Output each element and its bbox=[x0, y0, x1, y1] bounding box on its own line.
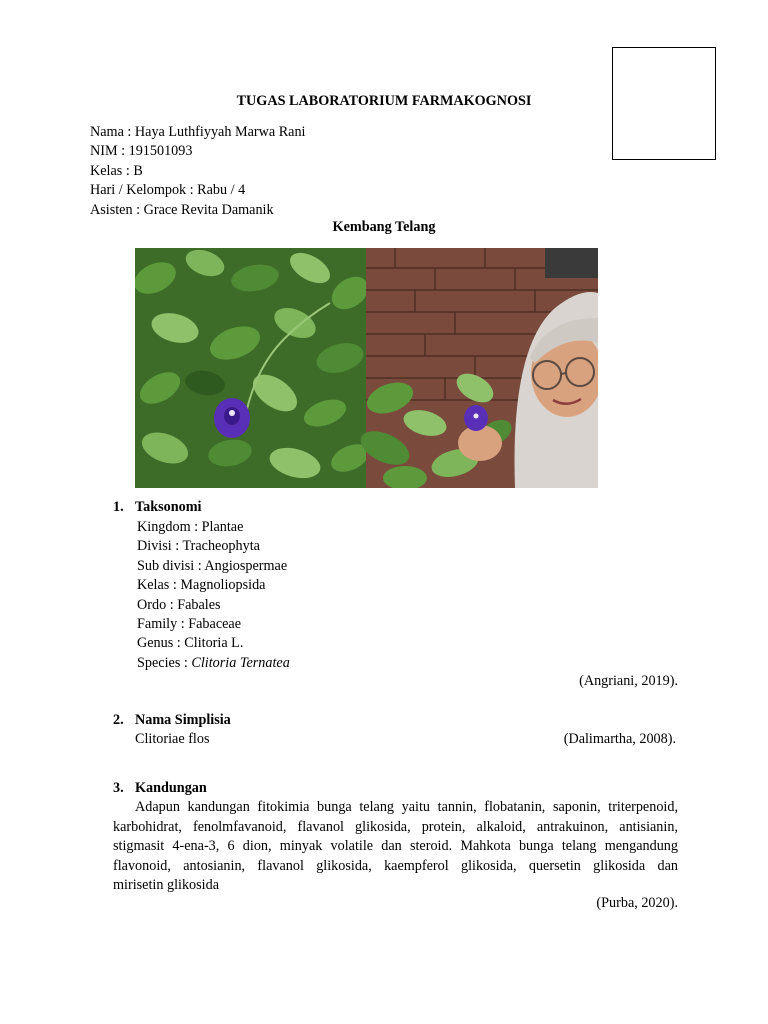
taxonomy-order: Ordo : Fabales bbox=[137, 596, 221, 613]
section-simplisia-heading bbox=[113, 711, 231, 730]
paragraph-line: karbohidrat, fenolmfavanoid, flavanol glikosida, protein, alkaloid, antrakuinon, antisianin, bbox=[113, 818, 678, 835]
paragraph-line: flavonoid, antosianin, flavanol glikosida, kaempferol glikosida, quersetin glikosida dan bbox=[113, 857, 678, 874]
section-content-heading bbox=[113, 779, 207, 798]
section-taxonomy-heading bbox=[113, 498, 202, 517]
taxonomy-list bbox=[137, 518, 290, 673]
plant-photo-illustration bbox=[135, 248, 598, 488]
section-title: Taksonomi bbox=[135, 499, 202, 515]
flower-right bbox=[464, 405, 488, 431]
species-label: Species : bbox=[137, 654, 192, 671]
paragraph-line: Adapun kandungan fitokimia bunga telang yaitu tannin, flobatanin, saponin, triterpenoid, bbox=[135, 799, 678, 815]
section-title: Kandungan bbox=[135, 780, 207, 796]
plant-photo bbox=[135, 248, 598, 488]
identity-class: Kelas : B bbox=[90, 162, 143, 179]
section-title: Nama Simplisia bbox=[135, 712, 231, 728]
citation-simplisia: (Dalimartha, 2008). bbox=[563, 731, 676, 747]
taxonomy-subdivision: Sub divisi : Angiospermae bbox=[137, 557, 288, 574]
content-paragraph bbox=[113, 798, 678, 896]
taxonomy-division: Divisi : Tracheophyta bbox=[137, 538, 260, 555]
taxonomy-species bbox=[137, 654, 290, 673]
plant-name-heading: Kembang Telang bbox=[332, 219, 436, 235]
taxonomy-family: Family : Fabaceae bbox=[137, 616, 242, 633]
identity-name: Nama : Haya Luthfiyyah Marwa Rani bbox=[90, 124, 306, 140]
taxonomy-class: Kelas : Magnoliopsida bbox=[137, 577, 266, 594]
species-value: Clitoria Ternatea bbox=[191, 654, 290, 671]
section-number: 3. bbox=[113, 780, 124, 796]
flower-left bbox=[214, 398, 250, 438]
identity-group: Hari / Kelompok : Rabu / 4 bbox=[90, 182, 246, 199]
identity-nim: NIM : 191501093 bbox=[90, 143, 193, 160]
section-number: 1. bbox=[113, 499, 124, 515]
student-identity bbox=[90, 123, 306, 220]
identity-assistant: Asisten : Grace Revita Damanik bbox=[90, 201, 274, 218]
section-number: 2. bbox=[113, 712, 124, 728]
taxonomy-genus: Genus : Clitoria L. bbox=[137, 635, 244, 652]
simplisia-name: Clitoriae flos bbox=[135, 731, 210, 747]
document-title: TUGAS LABORATORIUM FARMAKOGNOSI bbox=[236, 93, 532, 109]
citation-content: (Purba, 2020). bbox=[596, 895, 678, 911]
citation-taxonomy: (Angriani, 2019). bbox=[579, 673, 678, 689]
paragraph-line: stigmasit 4-ena-3, 6 dion, minyak volatile dan steroid. Mahkota bunga telang mengandung bbox=[113, 838, 678, 855]
taxonomy-kingdom: Kingdom : Plantae bbox=[137, 519, 244, 535]
paragraph-line: mirisetin glikosida bbox=[113, 877, 220, 894]
